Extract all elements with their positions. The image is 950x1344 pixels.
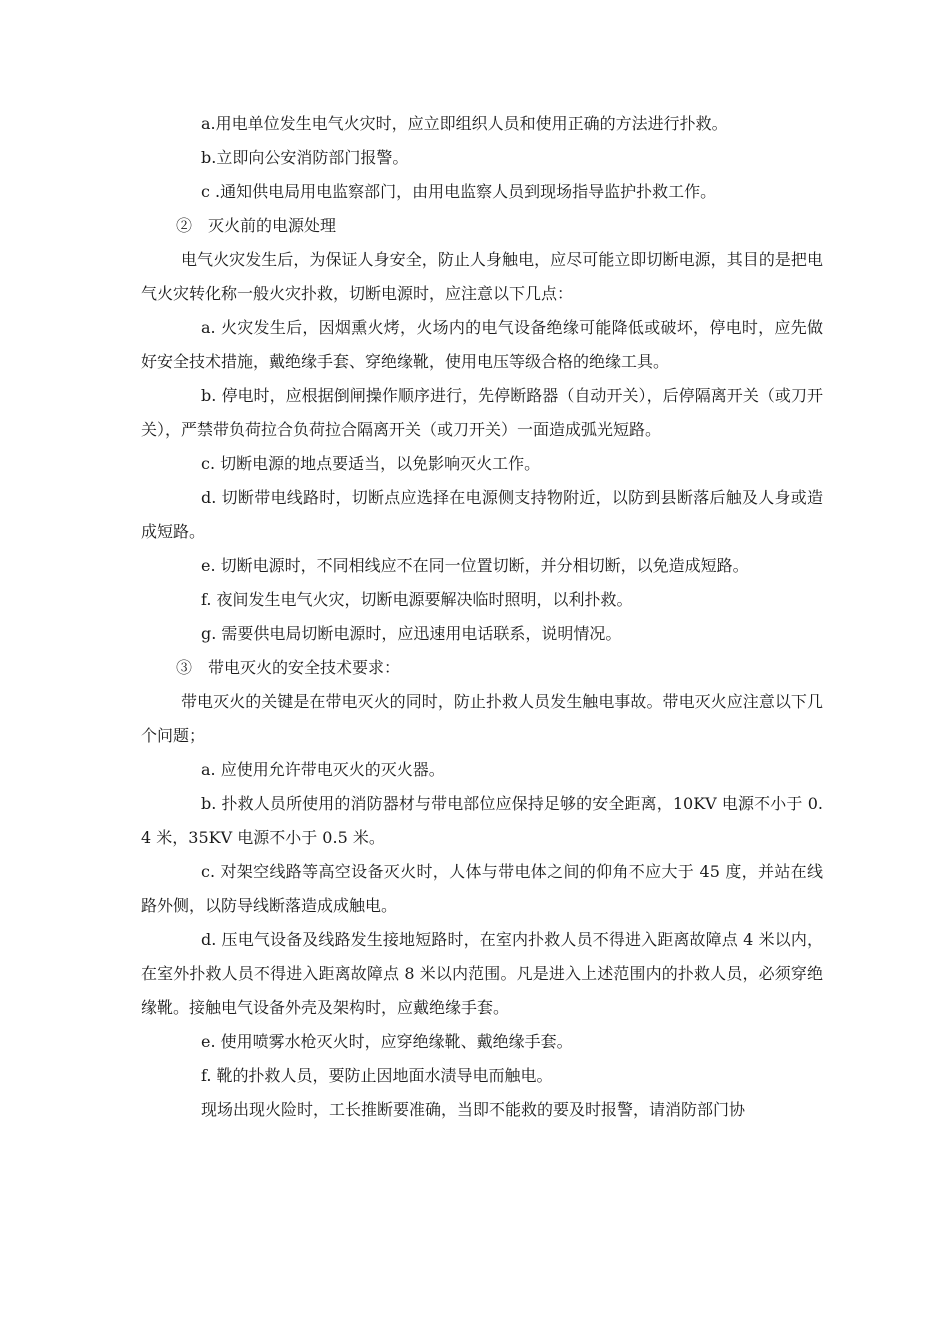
paragraph-intro-live-firefighting: 带电灭火的关键是在带电灭火的同时，防止扑救人员发生触电事故。带电灭火应注意以下几个问题； xyxy=(141,692,823,745)
document-body xyxy=(141,107,823,1127)
paragraph-report-a: a.用电单位发生电气火灾时，应立即组织人员和使用正确的方法进行扑救。 xyxy=(201,114,728,133)
paragraph-intro-power-off: 电气火灾发生后，为保证人身安全，防止人身触电，应尽可能立即切断电源，其目的是把电气火灾转化称一般火灾扑救，切断电源时，应注意以下几点： xyxy=(141,250,823,303)
paragraph-power-off-e: e. 切断电源时，不同相线应不在同一位置切断，并分相切断，以免造成短路。 xyxy=(201,556,749,575)
paragraph-live-a: a. 应使用允许带电灭火的灭火器。 xyxy=(201,760,445,779)
paragraph-power-off-a: a. 火灾发生后，因烟熏火烤，火场内的电气设备绝缘可能降低或破坏，停电时，应先做好安全技术措施，戴绝缘手套、穿绝缘靴，使用电压等级合格的绝缘工具。 xyxy=(141,318,823,371)
paragraph-live-e: e. 使用喷雾水枪灭火时，应穿绝缘靴、戴绝缘手套。 xyxy=(201,1032,573,1051)
paragraph-power-off-g: g. 需要供电局切断电源时，应迅速用电话联系，说明情况。 xyxy=(201,624,622,643)
paragraph-power-off-b: b. 停电时，应根据倒闸操作顺序进行，先停断路器（自动开关），后停隔离开关（或刀开关），严禁带负荷拉合负荷拉合隔离开关（或刀开关）一面造成弧光短路。 xyxy=(141,386,823,439)
paragraph-power-off-c: c. 切断电源的地点要适当，以免影响灭火工作。 xyxy=(201,454,541,473)
paragraph-power-off-d: d. 切断带电线路时，切断点应选择在电源侧支持物附近，以防到县断落后触及人身或造成短路。 xyxy=(141,488,823,541)
paragraph-live-f: f. 靴的扑救人员，要防止因地面水渍导电而触电。 xyxy=(201,1066,553,1085)
paragraph-closing: 现场出现火险时，工长推断要准确，当即不能救的要及时报警，请消防部门协 xyxy=(201,1100,746,1119)
paragraph-report-c: c .通知供电局用电监察部门，由用电监察人员到现场指导监护扑救工作。 xyxy=(201,182,717,201)
paragraph-power-off-f: f. 夜间发生电气火灾，切断电源要解决临时照明，以利扑救。 xyxy=(201,590,633,609)
paragraph-live-c: c. 对架空线路等高空设备灭火时，人体与带电体之间的仰角不应大于 45 度，并站在线路外侧，以防导线断落造成成触电。 xyxy=(141,862,823,915)
paragraph-live-b: b. 扑救人员所使用的消防器材与带电部位应保持足够的安全距离，10KV 电源不小于 0.4 米，35KV 电源不小于 0.5 米。 xyxy=(141,794,823,847)
paragraph-report-b: b.立即向公安消防部门报警。 xyxy=(201,148,409,167)
section-heading-3: ③ 带电灭火的安全技术要求： xyxy=(176,658,401,677)
section-heading-2: ② 灭火前的电源处理 xyxy=(176,216,337,235)
paragraph-live-d: d. 压电气设备及线路发生接地短路时，在室内扑救人员不得进入距离故障点 4 米以内，在室外扑救人员不得进入距离故障点 8 米以内范围。凡是进入上述范围内的扑救人员，必须穿绝缘靴。接触电气设备外壳及架构时，应戴绝缘手套。 xyxy=(141,930,823,1017)
